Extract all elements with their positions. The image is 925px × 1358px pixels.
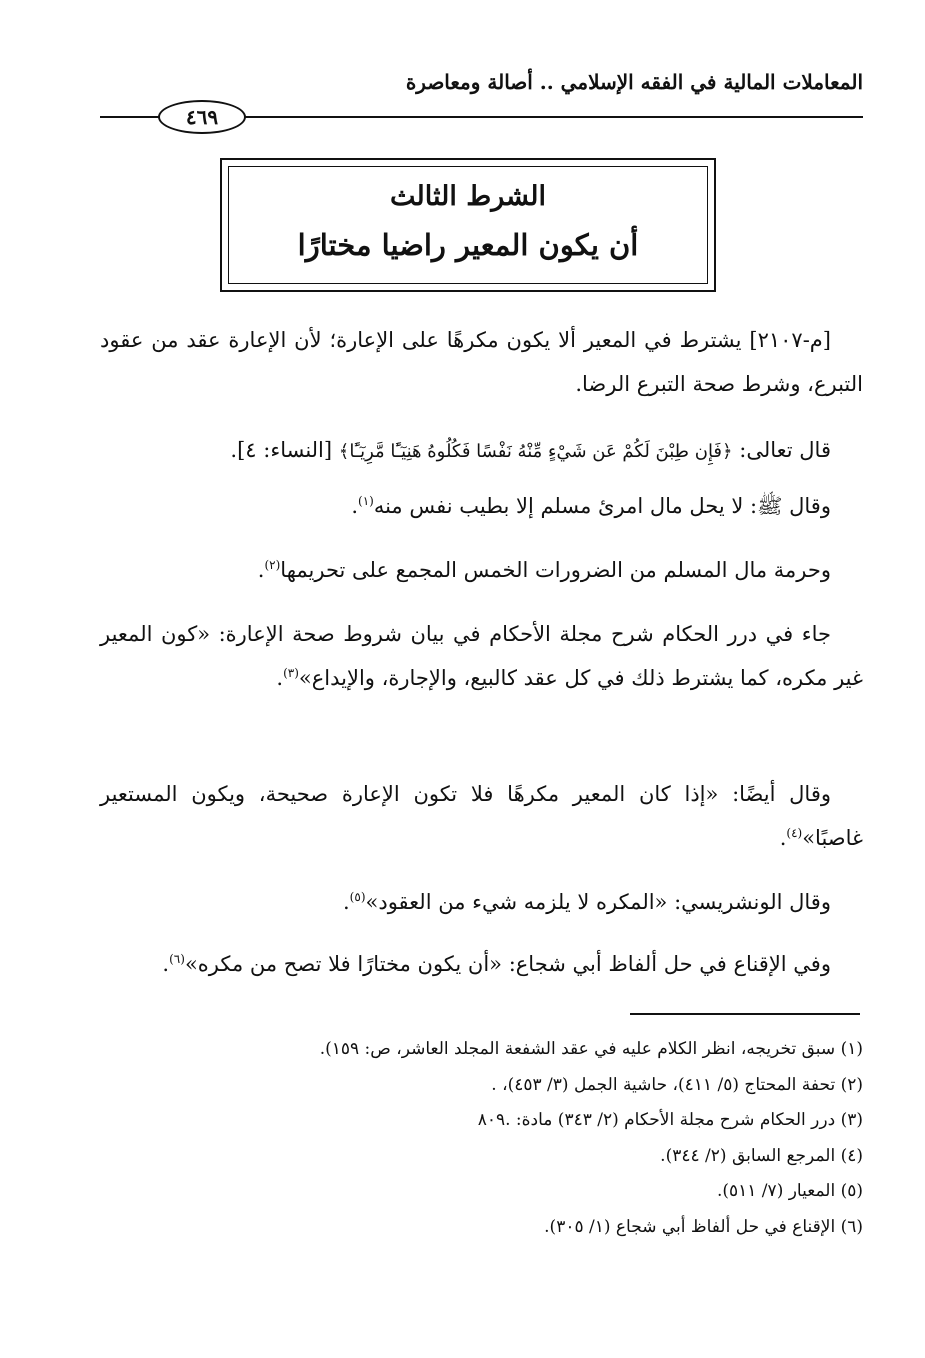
running-title: المعاملات المالية في الفقه الإسلامي .. أصالة ومعاصرة xyxy=(405,70,863,94)
footnote-ref-1[interactable]: (١) xyxy=(358,494,374,508)
paragraph-8-text: وفي الإقناع في حل ألفاظ أبي شجاع: «أن يكون مختارًا فلا تصح من مكره» xyxy=(184,952,831,976)
footnote-ref-5[interactable]: (٥) xyxy=(349,890,366,904)
hadith-text: وقال ﷺ: لا يحل مال امرئ مسلم إلا بطيب نفس منه xyxy=(373,494,831,518)
footnotes xyxy=(100,1032,863,1245)
period: . xyxy=(351,494,358,518)
paragraph-6 xyxy=(100,772,863,860)
footnote-2: (٢) تحفة المحتاج (٥/ ٤١١)، حاشية الجمل (٣/ ٤٥٣)، . xyxy=(491,1074,863,1095)
footnote-ref-6[interactable]: (٦) xyxy=(169,952,185,966)
paragraph-quran xyxy=(100,428,863,474)
section-title: الشرط الثالث xyxy=(390,181,546,212)
footnote-ref-2[interactable]: (٢) xyxy=(264,558,281,572)
paragraph-5 xyxy=(100,612,863,700)
paragraph-6-text: وقال أيضًا: «إذا كان المعير مكرهًا فلا تكون الإعارة صحيحة، ويكون المستعير غاصبًا» xyxy=(100,782,863,850)
section-subtitle: أن يكون المعير راضيا مختارًا xyxy=(297,228,639,262)
quran-intro: قال تعالى: xyxy=(732,438,831,462)
paragraph-hadith xyxy=(100,484,863,528)
footnote-ref-4[interactable]: (٤) xyxy=(786,826,803,840)
paragraph-7 xyxy=(100,880,863,924)
paragraph-7-text: وقال الونشريسي: «المكره لا يلزمه شيء من العقود» xyxy=(365,890,831,914)
section-title-box xyxy=(220,158,716,292)
footnote-4: (٤) المرجع السابق (٢/ ٣٤٤). xyxy=(660,1145,863,1166)
footnote-3: (٣) درر الحكام شرح مجلة الأحكام (٢/ ٣٤٣) مادة: .٨٠٩ xyxy=(477,1110,863,1130)
paragraph-5-text: جاء في درر الحكام شرح مجلة الأحكام في بيان شروط صحة الإعارة: «كون المعير غير مكره، كما يشترط ذلك في كل عقد كالبيع، والإجارة، والإيداع» xyxy=(100,622,863,690)
paragraph-1 xyxy=(100,318,863,406)
quran-reference: [النساء: ٤]. xyxy=(230,438,339,462)
page-number: ٤٦٩ xyxy=(158,100,246,134)
footnote-ref-3[interactable]: (٣) xyxy=(283,666,299,680)
footnote-1: (١) سبق تخريجه، انظر الكلام عليه في عقد الشفعة المجلد العاشر، ص: ١٥٩). xyxy=(319,1039,863,1059)
period: . xyxy=(779,826,787,850)
period: . xyxy=(342,890,350,914)
period: . xyxy=(162,952,170,976)
footnote-separator xyxy=(630,1013,860,1015)
quran-verse: ﴿فَإِن طِبْنَ لَكُمْ عَن شَيْءٍ مِّنْهُ نَفْسًا فَكُلُوهُ هَنِيٓـًٔا مَّرِيٓـًٔا﴾ xyxy=(338,441,733,462)
paragraph-4 xyxy=(100,548,863,592)
footnote-5: (٥) المعيار (٧/ ٥١١). xyxy=(716,1181,863,1201)
paragraph-4-text: وحرمة مال المسلم من الضرورات الخمس المجمع على تحريمها xyxy=(280,558,831,582)
section-title-inner-frame xyxy=(228,166,708,284)
period: . xyxy=(257,558,265,582)
paragraph-1-text: [م-٢١٠٧] يشترط في المعير ألا يكون مكرهًا على الإعارة؛ لأن الإعارة عقد من عقود التبرع، وشرط صحة التبرع الرضا. xyxy=(100,328,863,396)
paragraph-8 xyxy=(100,942,863,986)
period: . xyxy=(276,666,284,690)
footnote-6: (٦) الإقناع في حل ألفاظ أبي شجاع (١/ ٣٠٥). xyxy=(544,1216,863,1237)
